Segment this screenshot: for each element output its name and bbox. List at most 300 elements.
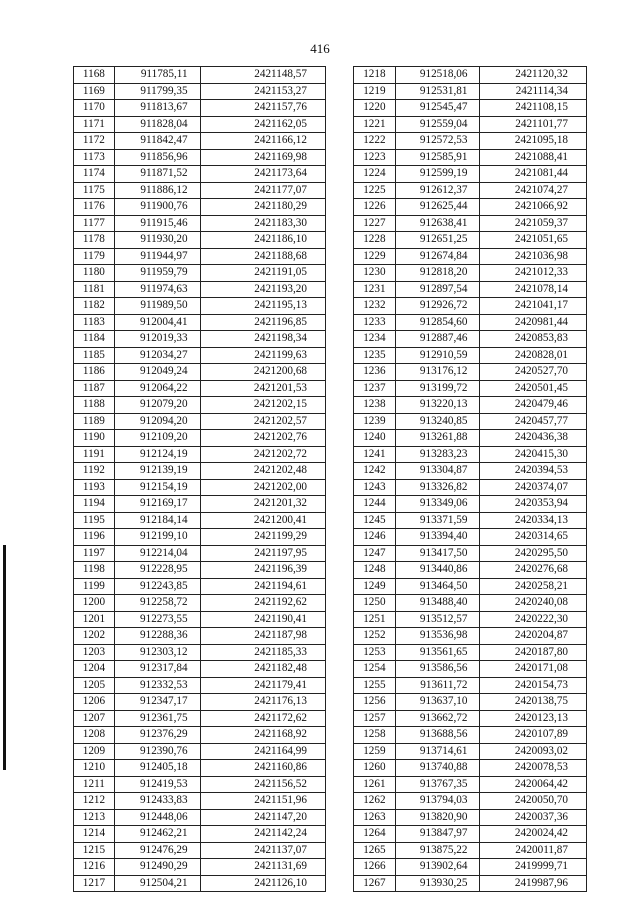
x-coordinate-cell: 912361,75 [114, 710, 200, 727]
x-coordinate-cell: 912243,85 [114, 578, 200, 595]
y-coordinate-cell: 2421187,98 [200, 628, 325, 645]
table-row [354, 496, 587, 513]
point-number-cell: 1236 [354, 364, 396, 381]
y-coordinate-cell: 2421182,48 [200, 661, 325, 678]
point-number-cell: 1186 [74, 364, 115, 381]
table-row [354, 116, 587, 133]
point-number-cell: 1217 [74, 875, 115, 892]
point-number-cell: 1235 [354, 347, 396, 364]
x-coordinate-cell: 912109,20 [114, 430, 200, 447]
y-coordinate-cell: 2420415,30 [480, 446, 587, 463]
point-number-cell: 1172 [74, 133, 115, 150]
y-coordinate-cell: 2420314,65 [480, 529, 587, 546]
x-coordinate-cell: 913536,98 [395, 628, 480, 645]
table-row [74, 545, 326, 562]
x-coordinate-cell: 912214,04 [114, 545, 200, 562]
y-coordinate-cell: 2421114,34 [480, 83, 587, 100]
x-coordinate-cell: 912897,54 [395, 281, 480, 298]
y-coordinate-cell: 2420154,73 [480, 677, 587, 694]
table-row [74, 512, 326, 529]
y-coordinate-cell: 2421162,05 [200, 116, 325, 133]
table-row [354, 727, 587, 744]
table-row [74, 875, 326, 892]
y-coordinate-cell: 2421095,18 [480, 133, 587, 150]
table-row [74, 364, 326, 381]
x-coordinate-cell: 913740,88 [395, 760, 480, 777]
x-coordinate-cell: 911785,11 [114, 67, 200, 84]
y-coordinate-cell: 2420479,46 [480, 397, 587, 414]
y-coordinate-cell: 2421088,41 [480, 149, 587, 166]
y-coordinate-cell: 2421157,76 [200, 100, 325, 117]
point-number-cell: 1218 [354, 67, 396, 84]
x-coordinate-cell: 913875,22 [395, 842, 480, 859]
table-row [74, 529, 326, 546]
point-number-cell: 1196 [74, 529, 115, 546]
y-coordinate-cell: 2420828,01 [480, 347, 587, 364]
table-row [354, 479, 587, 496]
point-number-cell: 1222 [354, 133, 396, 150]
y-coordinate-cell: 2421202,72 [200, 446, 325, 463]
point-number-cell: 1229 [354, 248, 396, 265]
x-coordinate-cell: 913371,59 [395, 512, 480, 529]
x-coordinate-cell: 912079,20 [114, 397, 200, 414]
x-coordinate-cell: 912169,17 [114, 496, 200, 513]
x-coordinate-cell: 912019,33 [114, 331, 200, 348]
point-number-cell: 1225 [354, 182, 396, 199]
x-coordinate-cell: 912818,20 [395, 265, 480, 282]
point-number-cell: 1240 [354, 430, 396, 447]
point-number-cell: 1228 [354, 232, 396, 249]
y-coordinate-cell: 2421066,92 [480, 199, 587, 216]
x-coordinate-cell: 912448,06 [114, 809, 200, 826]
y-coordinate-cell: 2421195,13 [200, 298, 325, 315]
point-number-cell: 1179 [74, 248, 115, 265]
table-row [74, 331, 326, 348]
x-coordinate-cell: 912599,19 [395, 166, 480, 183]
point-number-cell: 1232 [354, 298, 396, 315]
x-coordinate-cell: 912347,17 [114, 694, 200, 711]
y-coordinate-cell: 2421188,68 [200, 248, 325, 265]
x-coordinate-cell: 913561,65 [395, 644, 480, 661]
table-row [354, 545, 587, 562]
point-number-cell: 1220 [354, 100, 396, 117]
point-number-cell: 1210 [74, 760, 115, 777]
table-row [354, 826, 587, 843]
table-row [354, 611, 587, 628]
table-row [74, 67, 326, 84]
x-coordinate-cell: 912585,91 [395, 149, 480, 166]
point-number-cell: 1184 [74, 331, 115, 348]
point-number-cell: 1227 [354, 215, 396, 232]
scan-margin-mark [3, 545, 6, 770]
table-row [354, 232, 587, 249]
y-coordinate-cell: 2421169,98 [200, 149, 325, 166]
table-row [74, 611, 326, 628]
table-row [74, 199, 326, 216]
y-coordinate-cell: 2421168,92 [200, 727, 325, 744]
table-row [354, 446, 587, 463]
point-number-cell: 1242 [354, 463, 396, 480]
table-row [354, 710, 587, 727]
coordinates-table-right [353, 66, 587, 892]
x-coordinate-cell: 911886,12 [114, 182, 200, 199]
y-coordinate-cell: 2421059,37 [480, 215, 587, 232]
table-row [74, 595, 326, 612]
x-coordinate-cell: 912258,72 [114, 595, 200, 612]
x-coordinate-cell: 912303,12 [114, 644, 200, 661]
y-coordinate-cell: 2421202,00 [200, 479, 325, 496]
table-row [74, 149, 326, 166]
table-row [354, 760, 587, 777]
x-coordinate-cell: 913261,88 [395, 430, 480, 447]
point-number-cell: 1201 [74, 611, 115, 628]
y-coordinate-cell: 2420123,13 [480, 710, 587, 727]
point-number-cell: 1189 [74, 413, 115, 430]
table-row [74, 496, 326, 513]
y-coordinate-cell: 2421108,15 [480, 100, 587, 117]
table-row [354, 133, 587, 150]
y-coordinate-cell: 2421051,65 [480, 232, 587, 249]
table-row [74, 859, 326, 876]
x-coordinate-cell: 912049,24 [114, 364, 200, 381]
y-coordinate-cell: 2421199,29 [200, 529, 325, 546]
x-coordinate-cell: 913714,61 [395, 743, 480, 760]
table-row [74, 265, 326, 282]
x-coordinate-cell: 912094,20 [114, 413, 200, 430]
x-coordinate-cell: 913417,50 [395, 545, 480, 562]
x-coordinate-cell: 912462,21 [114, 826, 200, 843]
point-number-cell: 1244 [354, 496, 396, 513]
x-coordinate-cell: 913930,25 [395, 875, 480, 892]
point-number-cell: 1216 [74, 859, 115, 876]
point-number-cell: 1175 [74, 182, 115, 199]
table-row [74, 661, 326, 678]
y-coordinate-cell: 2420078,53 [480, 760, 587, 777]
table-row [354, 842, 587, 859]
point-number-cell: 1169 [74, 83, 115, 100]
x-coordinate-cell: 913488,40 [395, 595, 480, 612]
point-number-cell: 1176 [74, 199, 115, 216]
x-coordinate-cell: 913662,72 [395, 710, 480, 727]
y-coordinate-cell: 2421120,32 [480, 67, 587, 84]
table-row [354, 776, 587, 793]
table-row [74, 479, 326, 496]
table-row [354, 644, 587, 661]
y-coordinate-cell: 2421197,95 [200, 545, 325, 562]
table-row [74, 298, 326, 315]
y-coordinate-cell: 2421041,17 [480, 298, 587, 315]
y-coordinate-cell: 2420436,38 [480, 430, 587, 447]
table-row [74, 281, 326, 298]
point-number-cell: 1261 [354, 776, 396, 793]
table-row [354, 529, 587, 546]
x-coordinate-cell: 913304,87 [395, 463, 480, 480]
point-number-cell: 1256 [354, 694, 396, 711]
table-row [354, 331, 587, 348]
x-coordinate-cell: 913349,06 [395, 496, 480, 513]
point-number-cell: 1233 [354, 314, 396, 331]
y-coordinate-cell: 2421191,05 [200, 265, 325, 282]
table-row [354, 314, 587, 331]
x-coordinate-cell: 912926,72 [395, 298, 480, 315]
table-row [74, 727, 326, 744]
table-row [354, 199, 587, 216]
point-number-cell: 1251 [354, 611, 396, 628]
point-number-cell: 1204 [74, 661, 115, 678]
x-coordinate-cell: 912034,27 [114, 347, 200, 364]
point-number-cell: 1181 [74, 281, 115, 298]
y-coordinate-cell: 2421179,41 [200, 677, 325, 694]
y-coordinate-cell: 2419999,71 [480, 859, 587, 876]
point-number-cell: 1211 [74, 776, 115, 793]
table-row [354, 430, 587, 447]
x-coordinate-cell: 913611,72 [395, 677, 480, 694]
x-coordinate-cell: 913586,56 [395, 661, 480, 678]
x-coordinate-cell: 911828,04 [114, 116, 200, 133]
x-coordinate-cell: 911930,20 [114, 232, 200, 249]
table-row [354, 595, 587, 612]
x-coordinate-cell: 912559,04 [395, 116, 480, 133]
y-coordinate-cell: 2421151,96 [200, 793, 325, 810]
point-number-cell: 1215 [74, 842, 115, 859]
y-coordinate-cell: 2420037,36 [480, 809, 587, 826]
y-coordinate-cell: 2421176,13 [200, 694, 325, 711]
y-coordinate-cell: 2420258,21 [480, 578, 587, 595]
x-coordinate-cell: 911989,50 [114, 298, 200, 315]
y-coordinate-cell: 2421173,64 [200, 166, 325, 183]
point-number-cell: 1246 [354, 529, 396, 546]
x-coordinate-cell: 912545,47 [395, 100, 480, 117]
x-coordinate-cell: 913240,85 [395, 413, 480, 430]
y-coordinate-cell: 2420138,75 [480, 694, 587, 711]
table-row [74, 644, 326, 661]
point-number-cell: 1267 [354, 875, 396, 892]
point-number-cell: 1206 [74, 694, 115, 711]
x-coordinate-cell: 911799,35 [114, 83, 200, 100]
x-coordinate-cell: 913767,35 [395, 776, 480, 793]
x-coordinate-cell: 912490,29 [114, 859, 200, 876]
y-coordinate-cell: 2420374,07 [480, 479, 587, 496]
point-number-cell: 1254 [354, 661, 396, 678]
x-coordinate-cell: 912625,44 [395, 199, 480, 216]
x-coordinate-cell: 912405,18 [114, 760, 200, 777]
x-coordinate-cell: 912317,84 [114, 661, 200, 678]
point-number-cell: 1192 [74, 463, 115, 480]
table-row [354, 809, 587, 826]
x-coordinate-cell: 912572,53 [395, 133, 480, 150]
point-number-cell: 1183 [74, 314, 115, 331]
x-coordinate-cell: 912004,41 [114, 314, 200, 331]
y-coordinate-cell: 2420501,45 [480, 380, 587, 397]
x-coordinate-cell: 913220,13 [395, 397, 480, 414]
table-row [354, 694, 587, 711]
coordinates-table-left [73, 66, 326, 892]
y-coordinate-cell: 2421101,77 [480, 116, 587, 133]
y-coordinate-cell: 2420204,87 [480, 628, 587, 645]
table-row [354, 281, 587, 298]
table-row [354, 182, 587, 199]
y-coordinate-cell: 2420011,87 [480, 842, 587, 859]
y-coordinate-cell: 2421177,07 [200, 182, 325, 199]
x-coordinate-cell: 912419,53 [114, 776, 200, 793]
table-row [354, 166, 587, 183]
table-row [74, 760, 326, 777]
point-number-cell: 1226 [354, 199, 396, 216]
table-row [74, 215, 326, 232]
x-coordinate-cell: 913847,97 [395, 826, 480, 843]
point-number-cell: 1205 [74, 677, 115, 694]
point-number-cell: 1178 [74, 232, 115, 249]
point-number-cell: 1258 [354, 727, 396, 744]
point-number-cell: 1177 [74, 215, 115, 232]
y-coordinate-cell: 2420295,50 [480, 545, 587, 562]
table-row [354, 463, 587, 480]
x-coordinate-cell: 912199,10 [114, 529, 200, 546]
y-coordinate-cell: 2420093,02 [480, 743, 587, 760]
y-coordinate-cell: 2421202,57 [200, 413, 325, 430]
x-coordinate-cell: 912154,19 [114, 479, 200, 496]
point-number-cell: 1182 [74, 298, 115, 315]
x-coordinate-cell: 913283,23 [395, 446, 480, 463]
point-number-cell: 1230 [354, 265, 396, 282]
x-coordinate-cell: 912390,76 [114, 743, 200, 760]
table-row [354, 67, 587, 84]
y-coordinate-cell: 2420853,83 [480, 331, 587, 348]
table-row [74, 133, 326, 150]
table-row [354, 413, 587, 430]
x-coordinate-cell: 912531,81 [395, 83, 480, 100]
x-coordinate-cell: 911944,97 [114, 248, 200, 265]
point-number-cell: 1243 [354, 479, 396, 496]
x-coordinate-cell: 911842,47 [114, 133, 200, 150]
y-coordinate-cell: 2420064,42 [480, 776, 587, 793]
point-number-cell: 1237 [354, 380, 396, 397]
table-row [74, 116, 326, 133]
table-row [354, 100, 587, 117]
point-number-cell: 1262 [354, 793, 396, 810]
point-number-cell: 1231 [354, 281, 396, 298]
point-number-cell: 1173 [74, 149, 115, 166]
x-coordinate-cell: 912273,55 [114, 611, 200, 628]
x-coordinate-cell: 912064,22 [114, 380, 200, 397]
y-coordinate-cell: 2421078,14 [480, 281, 587, 298]
point-number-cell: 1249 [354, 578, 396, 595]
table-row [74, 743, 326, 760]
x-coordinate-cell: 912433,83 [114, 793, 200, 810]
y-coordinate-cell: 2420457,77 [480, 413, 587, 430]
y-coordinate-cell: 2421202,76 [200, 430, 325, 447]
table-row [74, 100, 326, 117]
point-number-cell: 1212 [74, 793, 115, 810]
table-row [354, 578, 587, 595]
y-coordinate-cell: 2421166,12 [200, 133, 325, 150]
y-coordinate-cell: 2421200,41 [200, 512, 325, 529]
y-coordinate-cell: 2421201,53 [200, 380, 325, 397]
table-row [354, 628, 587, 645]
point-number-cell: 1239 [354, 413, 396, 430]
x-coordinate-cell: 912612,37 [395, 182, 480, 199]
x-coordinate-cell: 913902,64 [395, 859, 480, 876]
point-number-cell: 1191 [74, 446, 115, 463]
y-coordinate-cell: 2421185,33 [200, 644, 325, 661]
table-row [74, 578, 326, 595]
table-row [354, 661, 587, 678]
point-number-cell: 1171 [74, 116, 115, 133]
y-coordinate-cell: 2421147,20 [200, 809, 325, 826]
table-row [354, 512, 587, 529]
point-number-cell: 1193 [74, 479, 115, 496]
x-coordinate-cell: 912504,21 [114, 875, 200, 892]
y-coordinate-cell: 2420527,70 [480, 364, 587, 381]
point-number-cell: 1198 [74, 562, 115, 579]
table-row [74, 314, 326, 331]
y-coordinate-cell: 2421036,98 [480, 248, 587, 265]
y-coordinate-cell: 2421156,52 [200, 776, 325, 793]
x-coordinate-cell: 913794,03 [395, 793, 480, 810]
y-coordinate-cell: 2421183,30 [200, 215, 325, 232]
x-coordinate-cell: 913199,72 [395, 380, 480, 397]
table-row [74, 380, 326, 397]
y-coordinate-cell: 2420276,68 [480, 562, 587, 579]
y-coordinate-cell: 2419987,96 [480, 875, 587, 892]
point-number-cell: 1241 [354, 446, 396, 463]
x-coordinate-cell: 911900,76 [114, 199, 200, 216]
point-number-cell: 1170 [74, 100, 115, 117]
x-coordinate-cell: 912674,84 [395, 248, 480, 265]
y-coordinate-cell: 2420240,08 [480, 595, 587, 612]
table-row [74, 694, 326, 711]
y-coordinate-cell: 2421180,29 [200, 199, 325, 216]
y-coordinate-cell: 2421164,99 [200, 743, 325, 760]
x-coordinate-cell: 911856,96 [114, 149, 200, 166]
x-coordinate-cell: 912476,29 [114, 842, 200, 859]
table-row [74, 413, 326, 430]
x-coordinate-cell: 912638,41 [395, 215, 480, 232]
x-coordinate-cell: 912651,25 [395, 232, 480, 249]
table-row [354, 149, 587, 166]
y-coordinate-cell: 2421202,48 [200, 463, 325, 480]
x-coordinate-cell: 913512,57 [395, 611, 480, 628]
y-coordinate-cell: 2421190,41 [200, 611, 325, 628]
point-number-cell: 1221 [354, 116, 396, 133]
table-row [74, 776, 326, 793]
table-row [354, 743, 587, 760]
y-coordinate-cell: 2421200,68 [200, 364, 325, 381]
x-coordinate-cell: 913176,12 [395, 364, 480, 381]
x-coordinate-cell: 911915,46 [114, 215, 200, 232]
point-number-cell: 1185 [74, 347, 115, 364]
y-coordinate-cell: 2421074,27 [480, 182, 587, 199]
y-coordinate-cell: 2421172,62 [200, 710, 325, 727]
y-coordinate-cell: 2421126,10 [200, 875, 325, 892]
point-number-cell: 1223 [354, 149, 396, 166]
y-coordinate-cell: 2420222,30 [480, 611, 587, 628]
y-coordinate-cell: 2421153,27 [200, 83, 325, 100]
point-number-cell: 1188 [74, 397, 115, 414]
x-coordinate-cell: 913464,50 [395, 578, 480, 595]
point-number-cell: 1180 [74, 265, 115, 282]
point-number-cell: 1197 [74, 545, 115, 562]
point-number-cell: 1224 [354, 166, 396, 183]
table-row [354, 793, 587, 810]
point-number-cell: 1219 [354, 83, 396, 100]
y-coordinate-cell: 2420334,13 [480, 512, 587, 529]
x-coordinate-cell: 913820,90 [395, 809, 480, 826]
point-number-cell: 1207 [74, 710, 115, 727]
table-row [74, 347, 326, 364]
point-number-cell: 1260 [354, 760, 396, 777]
y-coordinate-cell: 2421194,61 [200, 578, 325, 595]
